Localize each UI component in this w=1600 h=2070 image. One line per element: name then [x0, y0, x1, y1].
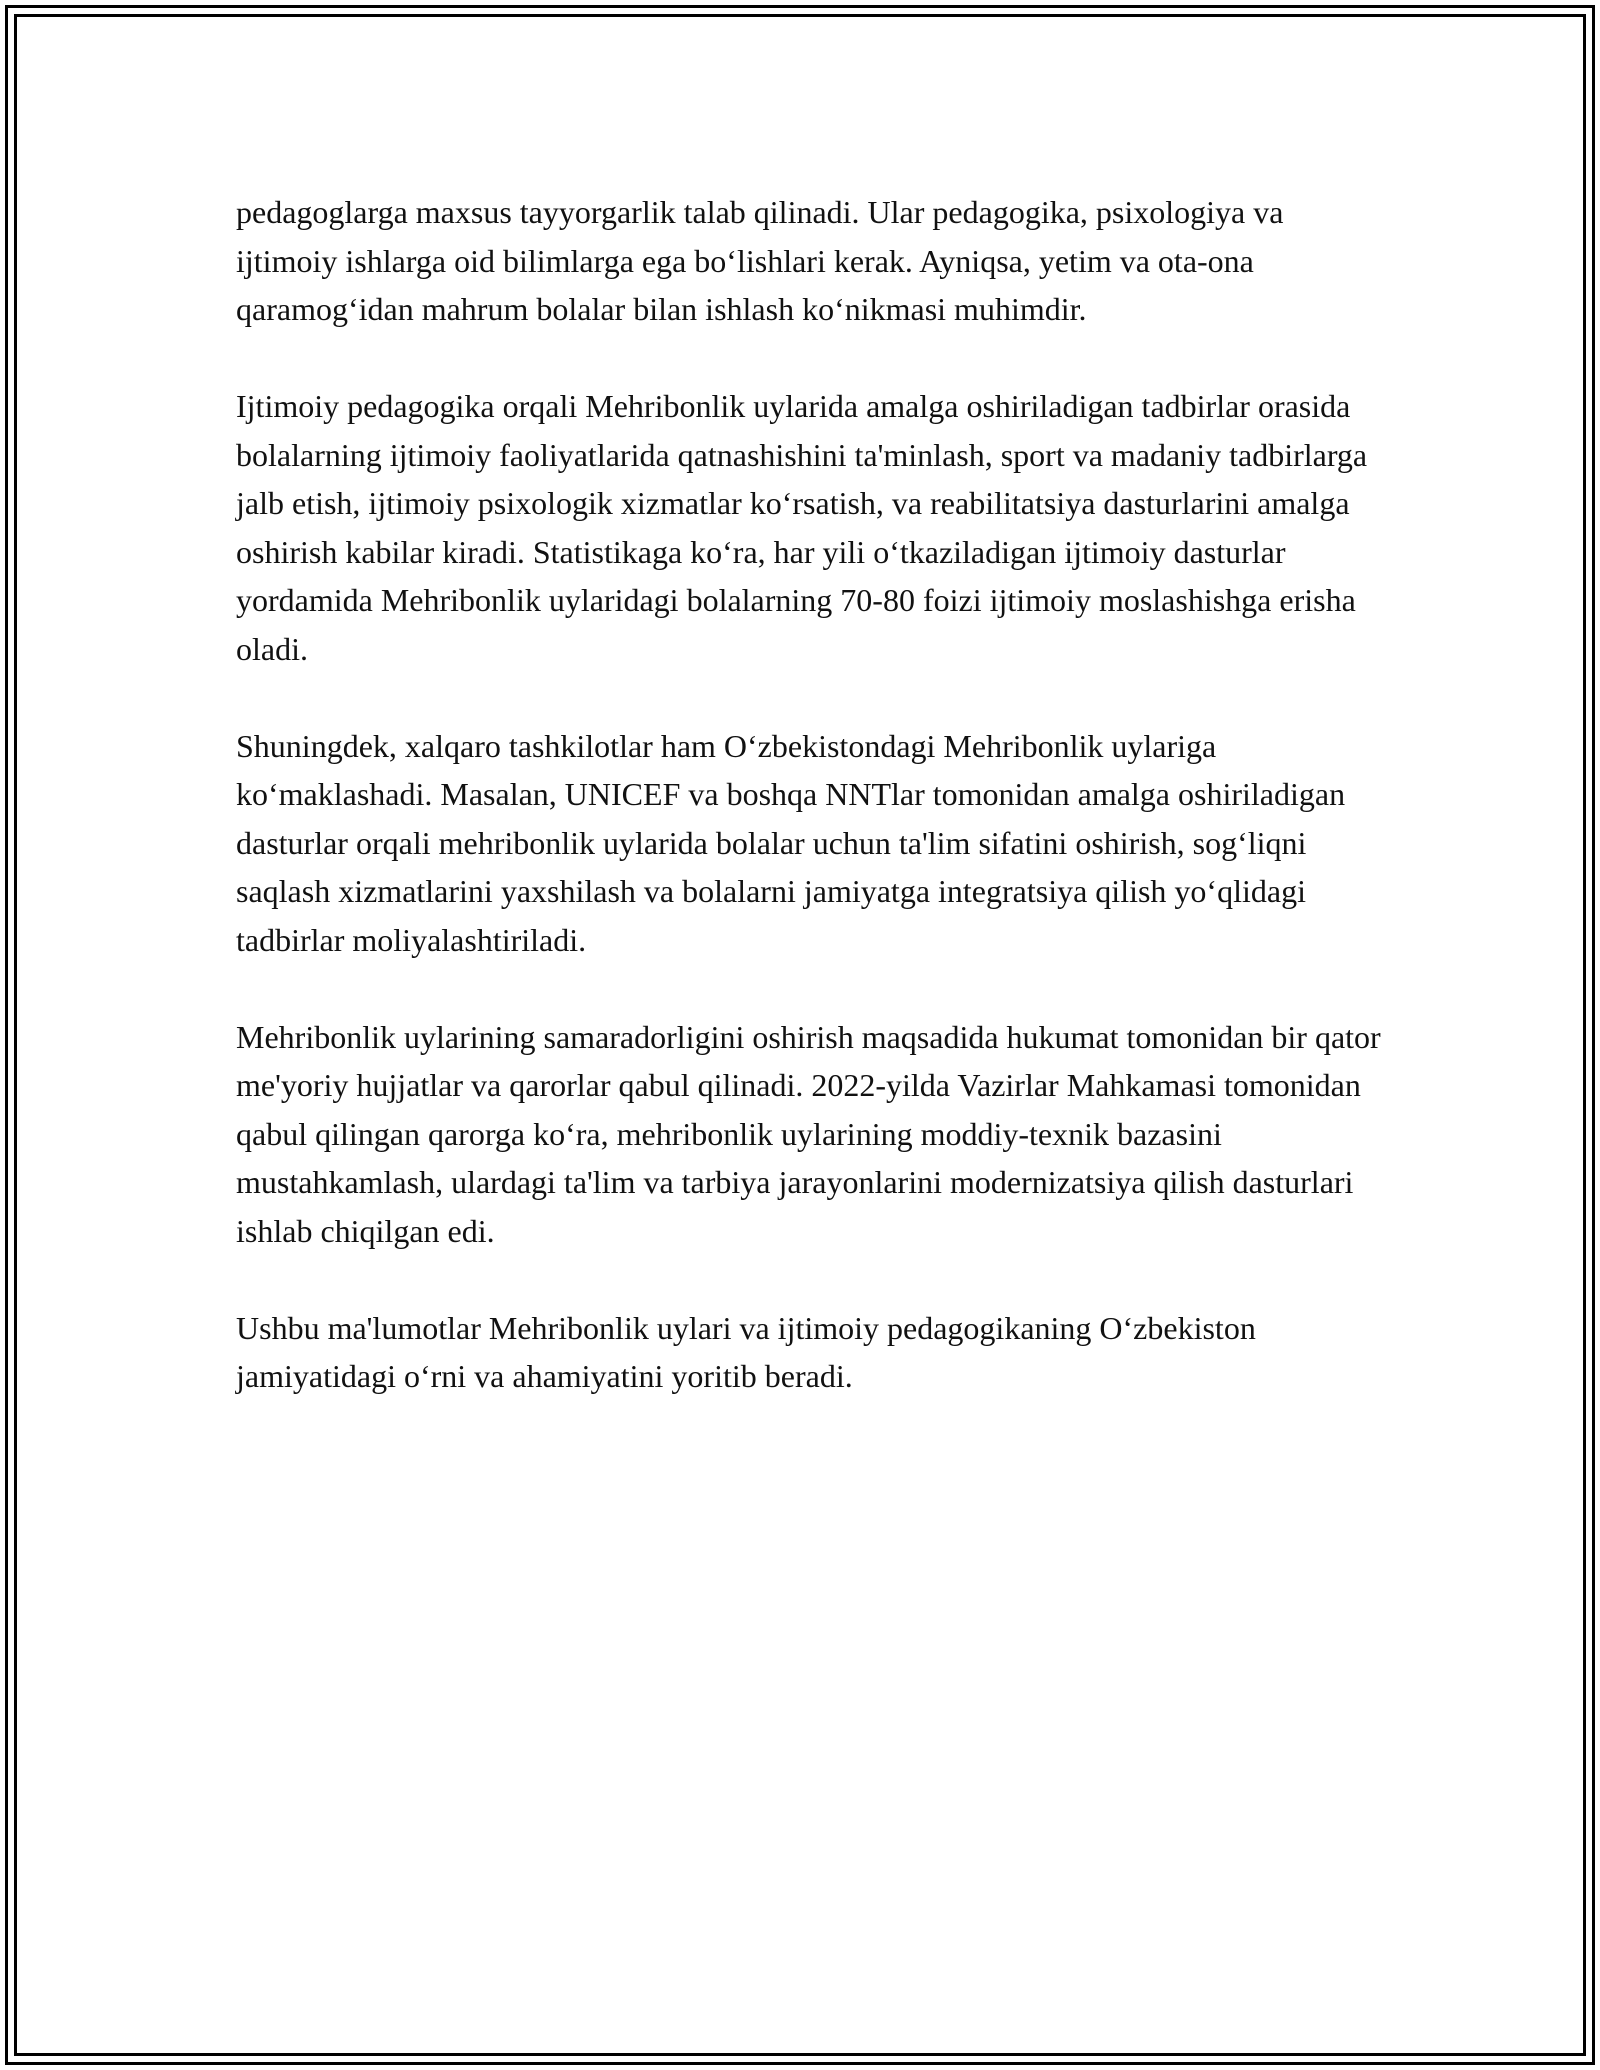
paragraph-3: Shuningdek, xalqaro tashkilotlar ham O‘zbekistondagi Mehribonlik uylariga ko‘maklashadi. Masalan, UNICEF va boshqa NNTlar tomonidan amalga oshiriladigan dasturlar orqali mehribonlik uylarida bolalar uchun ta'lim sifatini oshirish, sog‘liqni saqlash xizmatlarini yaxshilash va bolalarni jamiyatga integratsiya qilish yo‘qlidagi tadbirlar moliyalashtiriladi. [236, 727, 1346, 958]
paragraph-2: Ijtimoiy pedagogika orqali Mehribonlik uylarida amalga oshiriladigan tadbirlar orasida bolalarning ijtimoiy faoliyatlarida qatnashishini ta'minlash, sport va madaniy tadbirlarga jalb etish, ijtimoiy psixologik xizmatlar ko‘rsatish, va reabilitatsiya dasturlarini amalga oshirish kabilar kiradi. Statistikaga ko‘ra, har yili o‘tkaziladigan ijtimoiy dasturlar yordamida Mehribonlik uylaridagi bolalarning 70-80 foizi ijtimoiy moslashishga erisha oladi. [236, 388, 1368, 667]
paragraph-5: Ushbu ma'lumotlar Mehribonlik uylari va ijtimoiy pedagogikaning O‘zbekiston jamiyatidagi o‘rni va ahamiyatini yoritib beradi. [236, 1309, 1256, 1394]
paragraph-1: pedagoglarga maxsus tayyorgarlik talab qilinadi. Ular pedagogika, psixologiya va ijtimoiy ishlarga oid bilimlarga ega bo‘lishlari kerak. Ayniqsa, yetim va ota-ona qaramog‘idan mahrum bolalar bilan ishlash ko‘nikmasi muhimdir. [236, 194, 1284, 327]
document-body [236, 188, 1386, 1449]
paragraph-4: Mehribonlik uylarining samaradorligini oshirish maqsadida hukumat tomonidan bir qator me'yoriy hujjatlar va qarorlar qabul qilinadi. 2022-yilda Vazirlar Mahkamasi tomonidan qabul qilingan qarorga ko‘ra, mehribonlik uylarining moddiy-texnik bazasini mustahkamlash, ulardagi ta'lim va tarbiya jarayonlarini modernizatsiya qilish dasturlari ishlab chiqilgan edi. [236, 1018, 1381, 1249]
